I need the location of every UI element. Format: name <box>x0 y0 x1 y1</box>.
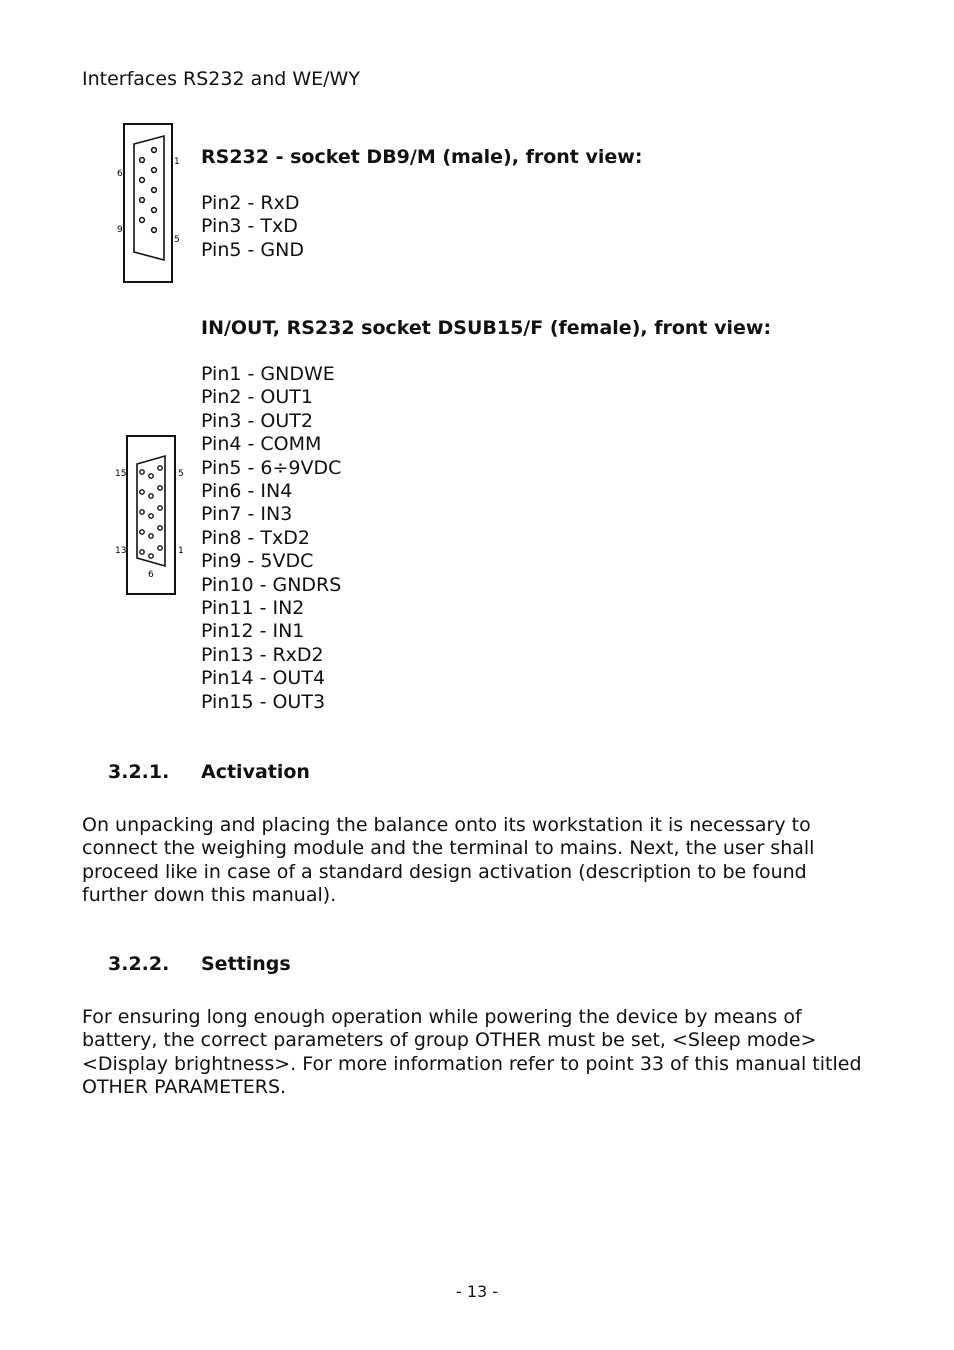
dsub15-label-15: 15 <box>115 469 127 479</box>
dsub15-pin-item: Pin11 - IN2 <box>201 597 305 620</box>
db9-title: RS232 - socket DB9/M (male), front view: <box>201 146 643 168</box>
settings-number: 3.2.2. <box>108 953 170 975</box>
settings-heading: Settings <box>201 953 291 975</box>
dsub15-pin-item: Pin2 - OUT1 <box>201 386 313 409</box>
dsub15-pin-item: Pin15 - OUT3 <box>201 690 326 713</box>
dsub15-pin-item: Pin13 - RxD2 <box>201 643 324 666</box>
db9-label-5: 5 <box>174 235 180 245</box>
activation-number: 3.2.1. <box>108 761 170 783</box>
dsub15-pin-list <box>201 363 341 714</box>
dsub15-label-1: 1 <box>178 546 184 556</box>
db9-pin-item: Pin2 - RxD <box>201 192 300 214</box>
dsub15-pin-item: Pin7 - IN3 <box>201 503 293 526</box>
dsub15-pin-item: Pin12 - IN1 <box>201 620 305 643</box>
activation-paragraph: On unpacking and placing the balance onto its workstation it is necessary to connect the weighing module and the terminal to mains. Next, the user shall proceed like in case of a standard design activation (description to be found further down this manual). <box>82 814 815 907</box>
dsub15-pin-item: Pin10 - GNDRS <box>201 573 342 596</box>
dsub15-pin-item: Pin3 - OUT2 <box>201 409 313 432</box>
dsub15-pin-item: Pin8 - TxD2 <box>201 526 310 549</box>
dsub15-label-6: 6 <box>148 570 154 580</box>
dsub15-label-5: 5 <box>178 469 184 479</box>
dsub15-connector-diagram <box>110 432 190 596</box>
db9-label-9: 9 <box>117 225 123 235</box>
page-number: - 13 - <box>455 1282 499 1301</box>
dsub15-pin-item: Pin9 - 5VDC <box>201 550 314 573</box>
db9-label-6: 6 <box>117 169 123 179</box>
dsub15-pin-item: Pin5 - 6÷9VDC <box>201 456 342 479</box>
db9-connector-diagram <box>112 120 188 286</box>
activation-heading: Activation <box>201 761 310 783</box>
settings-paragraph: For ensuring long enough operation while powering the device by means of battery, the correct parameters of group OTHER must be set, <Sleep mode> <Display brightness>. For more information refer to point 33 of this manual titled OTHER PARAMETERS. <box>82 1006 862 1099</box>
dsub15-pin-item: Pin6 - IN4 <box>201 480 293 503</box>
dsub15-title: IN/OUT, RS232 socket DSUB15/F (female), front view: <box>201 317 772 339</box>
dsub15-pin-item: Pin1 - GNDWE <box>201 363 335 385</box>
db9-pin-list <box>201 192 304 262</box>
dsub15-pin-item: Pin14 - OUT4 <box>201 667 326 690</box>
dsub15-pin-item: Pin4 - COMM <box>201 433 322 456</box>
db9-pin-item: Pin5 - GND <box>201 238 304 261</box>
db9-label-1: 1 <box>174 157 180 167</box>
dsub15-label-13: 13 <box>115 546 127 556</box>
db9-pin-item: Pin3 - TxD <box>201 215 298 238</box>
page-header: Interfaces RS232 and WE/WY <box>82 68 360 90</box>
